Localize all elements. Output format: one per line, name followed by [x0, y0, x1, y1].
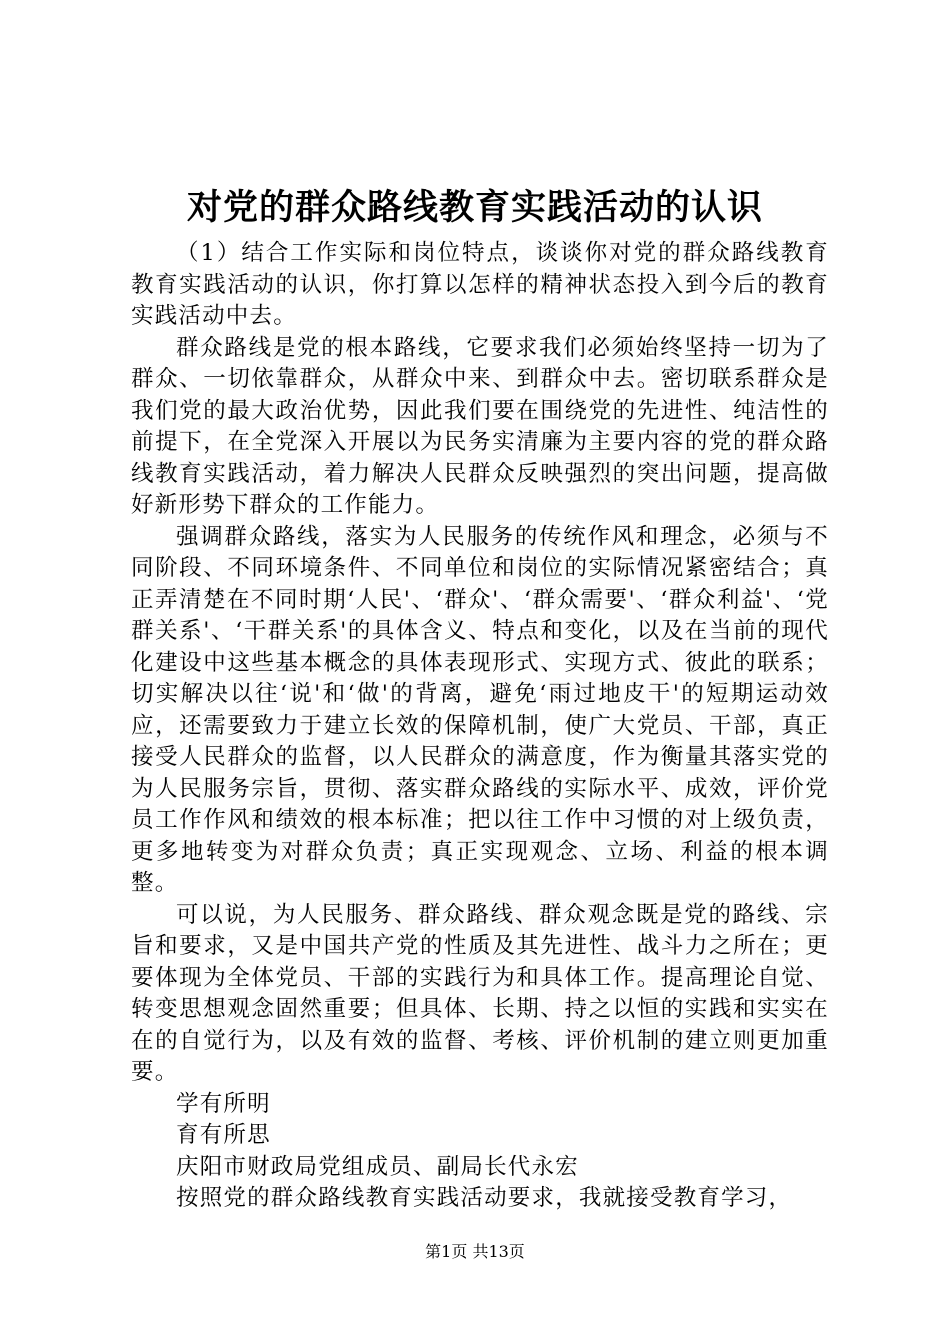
paragraph-question: （1）结合工作实际和岗位特点，谈谈你对党的群众路线教育教育实践活动的认识，你打算以怎样的精神状态投入到今后的教育实践活动中去。 [131, 240, 829, 329]
paragraph-mass-line: 群众路线是党的根本路线，它要求我们必须始终坚持一切为了群众、一切依靠群众，从群众中来、到群众中去。密切联系群众是我们党的最大政治优势，因此我们要在围绕党的先进性、纯洁性的前提下，在全党深入开展以为民务实清廉为主要内容的党的群众路线教育实践活动，着力解决人民群众反映强烈的突出问题，提高做好新形势下群众的工作能力。 [131, 334, 829, 518]
document-title: 对党的群众路线教育实践活动的认识 [186, 187, 763, 228]
author-line: 庆阳市财政局党组成员、副局长代永宏 [176, 1153, 579, 1180]
paragraph-conclusion: 可以说，为人民服务、群众路线、群众观念既是党的路线、宗旨和要求，又是中国共产党的性质及其先进性、战斗力之所在；更要体现为全体党员、干部的实践行为和具体工作。提高理论自觉、转变思想观念固然重要；但具体、长期、持之以恒的实践和实实在在的自觉行为，以及有效的监督、考核、评价机制的建立则更加重要。 [131, 901, 829, 1085]
paragraph-emphasis: 强调群众路线，落实为人民服务的传统作风和理念，必须与不同阶段、不同环境条件、不同单位和岗位的实际情况紧密结合；真正弄清楚在不同时期‘人民'、‘群众'、‘群众需要'、‘群众利益'、‘党群关系'、‘干群关系'的具体含义、特点和变化，以及在当前的现代化建设中这些基本概念的具体表现形式、实现方式、彼此的联系；切实解决以往‘说'和‘做'的背离，避免‘雨过地皮干'的短期运动效应，还需要致力于建立长效的保障机制，使广大党员、干部，真正接受人民群众的监督，以人民群众的满意度，作为衡量其落实党的为人民服务宗旨，贯彻、落实群众路线的实际水平、成效，评价党员工作作风和绩效的根本标准；把以往工作中习惯的对上级负责，更多地转变为对群众负责；真正实现观念、立场、利益的根本调整。 [131, 523, 829, 896]
page-indicator: 第1页 共13页 [425, 1242, 525, 1261]
heading-thinking: 育有所思 [176, 1122, 271, 1148]
heading-learning: 学有所明 [176, 1090, 271, 1117]
document-body [131, 238, 829, 1215]
paragraph-continuation: 按照党的群众路线教育实践活动要求，我就接受教育学习， [176, 1185, 793, 1211]
